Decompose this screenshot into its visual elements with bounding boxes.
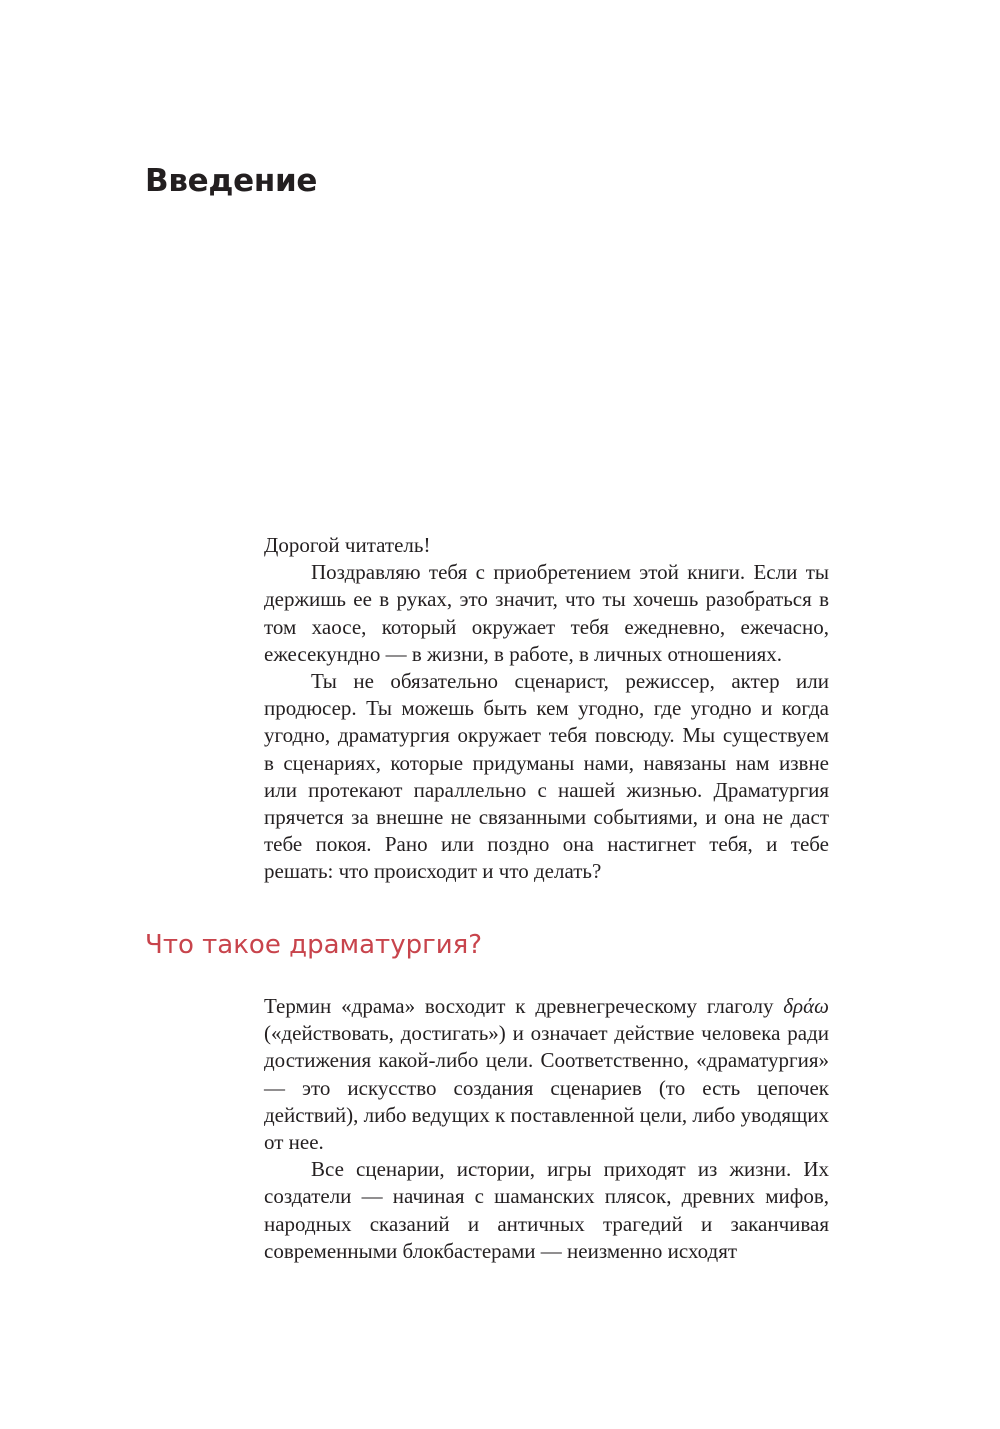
chapter-title: Введение [145, 163, 318, 199]
section-paragraph-1-start: Термин «драма» восходит к древнегреческому глаголу [264, 994, 784, 1018]
section-heading: Что такое драматургия? [145, 930, 483, 960]
section-paragraph-1 [264, 993, 829, 1156]
intro-text [264, 532, 829, 886]
section-paragraph-1-end: («действовать, достигать») и означает действие человека ради достижения какой-либо цели. Соответственно, «драматургия» — это искусство создания сценариев (то есть цепочек действий), либо ведущих к поставленной цели, либо уводящих от нее. [264, 1021, 830, 1155]
intro-salutation: Дорогой читатель! [264, 533, 431, 557]
section-paragraph-2: Все сценарии, истории, игры приходят из жизни. Их создатели — начиная с шаманских плясок, древних мифов, народных сказаний и античных трагедий и заканчивая современными блокбастерами — неизменно исходят [264, 1157, 829, 1263]
greek-word: δράω [783, 994, 829, 1018]
intro-paragraph-2: Ты не обязательно сценарист, режиссер, актер или продюсер. Ты можешь быть кем угодно, где угодно и когда угодно, драматургия окружает тебя повсюду. Мы существуем в сценариях, которые придуманы нами, навязаны нам извне или протекают параллельно с нашей жизнью. Драматургия прячется за внешне не связанными событиями, и она не даст тебе покоя. Рано или поздно она настигнет тебя, и тебе решать: что происходит и что делать? [264, 669, 829, 884]
intro-paragraph-1: Поздравляю тебя с приобретением этой книги. Если ты держишь ее в руках, это значит, что ты хочешь разобраться в том хаосе, который окружает тебя ежедневно, ежечасно, ежесекундно — в жизни, в работе, в личных отношениях. [264, 560, 829, 666]
section-text [264, 993, 829, 1265]
